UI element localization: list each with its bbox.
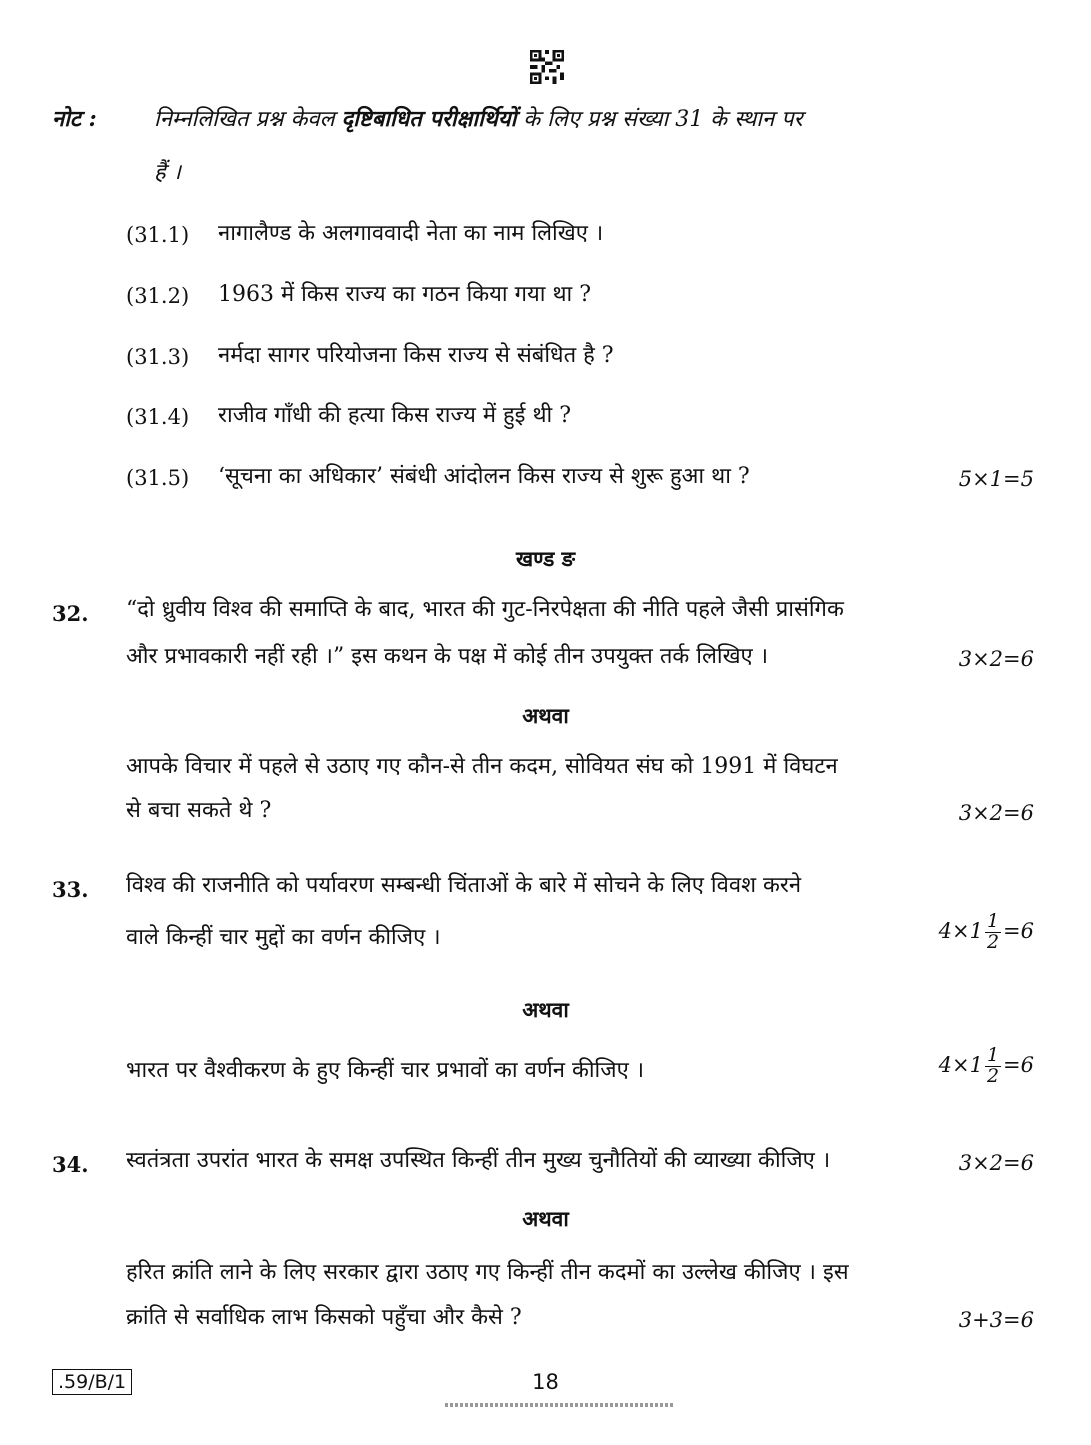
- fraction-denominator: 2: [986, 1064, 1000, 1087]
- sub-question-text: नर्मदा सागर परियोजना किस राज्य से संबंधित है ?: [218, 343, 614, 368]
- sub-question-text: ‘सूचना का अधिकार’ संबंधी आंदोलन किस राज्य से शुरू हुआ था ?: [218, 464, 750, 489]
- question-33-alt-line-1: भारत पर वैश्वीकरण के हुए किन्हीं चार प्रभावों का वर्णन कीजिए ।: [126, 1058, 645, 1083]
- question-33-line-2: वाले किन्हीं चार मुद्दों का वर्णन कीजिए ।: [126, 925, 441, 950]
- question-32-alt-line-1: आपके विचार में पहले से उठाए गए कौन-से तीन कदम, सोवियत संघ को 1991 में विघटन: [126, 754, 838, 779]
- question-33-alt-marks: [939, 1046, 1034, 1087]
- question-34-alt-line-1: हरित क्रांति लाने के लिए सरकार द्वारा उठाए गए किन्हीं तीन कदमों का उल्लेख कीजिए । इस: [126, 1260, 849, 1285]
- question-34-number: 34.: [52, 1152, 89, 1177]
- or-label: अथवा: [522, 703, 569, 728]
- sub-question-number: (31.4): [126, 405, 190, 429]
- question-32-alt-line-2: से बचा सकते थे ?: [126, 798, 272, 823]
- sub-question-number: (31.1): [126, 223, 190, 247]
- sub-question-text: 1963 में किस राज्य का गठन किया गया था ?: [218, 282, 592, 307]
- note-text-c: हैं ।: [154, 160, 182, 185]
- or-label: अथवा: [522, 1206, 569, 1231]
- question-32-alt-marks: 3×2=6: [958, 801, 1034, 825]
- question-33-number: 33.: [52, 877, 89, 902]
- footer-microtext-strip: [445, 1403, 675, 1407]
- page-number: 18: [532, 1370, 559, 1394]
- question-33-marks: [939, 912, 1034, 953]
- note-label: नोट :: [52, 106, 97, 132]
- marks-prefix: 4×1: [938, 918, 983, 943]
- marks-suffix: =6: [1003, 1052, 1034, 1077]
- fraction: [985, 1046, 1001, 1087]
- qr-code-icon: [529, 50, 565, 84]
- section-title: खण्ड ङ: [515, 546, 576, 571]
- sub-question-marks: 5×1=5: [958, 467, 1034, 491]
- sub-question-text: राजीव गाँधी की हत्या किस राज्य में हुई थी ?: [218, 403, 572, 428]
- question-32-line-1: “दो ध्रुवीय विश्व की समाप्ति के बाद, भारत की गुट-निरपेक्षता की नीति पहले जैसी प्रासंगिक: [126, 597, 844, 622]
- fraction-denominator: 2: [986, 930, 1000, 953]
- marks-suffix: =6: [1003, 918, 1034, 943]
- or-label: अथवा: [522, 997, 569, 1022]
- question-34-alt-marks: 3+3=6: [958, 1308, 1034, 1332]
- question-34-line-1: स्वतंत्रता उपरांत भारत के समक्ष उपस्थित किन्हीं तीन मुख्य चुनौतियों की व्याख्या कीजिए ।: [126, 1148, 831, 1173]
- sub-question-text: नागालैण्ड के अलगाववादी नेता का नाम लिखिए ।: [218, 221, 604, 246]
- sub-question-number: (31.2): [126, 284, 190, 308]
- fraction: [985, 912, 1001, 953]
- note-text-b: के लिए प्रश्न संख्या 31 के स्थान पर: [516, 107, 803, 132]
- question-32-marks: 3×2=6: [958, 647, 1034, 671]
- note-text: [154, 106, 803, 133]
- question-34-marks: 3×2=6: [958, 1151, 1034, 1175]
- sub-question-number: (31.3): [126, 345, 190, 369]
- fraction-numerator: 1: [986, 1044, 1000, 1066]
- question-32-number: 32.: [52, 601, 89, 626]
- fraction-numerator: 1: [986, 910, 1000, 932]
- question-34-alt-line-2: क्रांति से सर्वाधिक लाभ किसको पहुँचा और कैसे ?: [126, 1305, 522, 1330]
- question-32-line-2: और प्रभावकारी नहीं रही ।” इस कथन के पक्ष में कोई तीन उपयुक्त तर्क लिखिए ।: [126, 644, 769, 669]
- note-text-bold: दृष्टिबाधित परीक्षार्थियों: [341, 106, 517, 132]
- note-text-a: निम्नलिखित प्रश्न केवल: [154, 107, 342, 132]
- sub-question-number: (31.5): [126, 466, 190, 490]
- question-33-line-1: विश्व की राजनीति को पर्यावरण सम्बन्धी चिंताओं के बारे में सोचने के लिए विवश करने: [126, 873, 802, 898]
- paper-code: .59/B/1: [52, 1369, 132, 1395]
- marks-prefix: 4×1: [938, 1052, 983, 1077]
